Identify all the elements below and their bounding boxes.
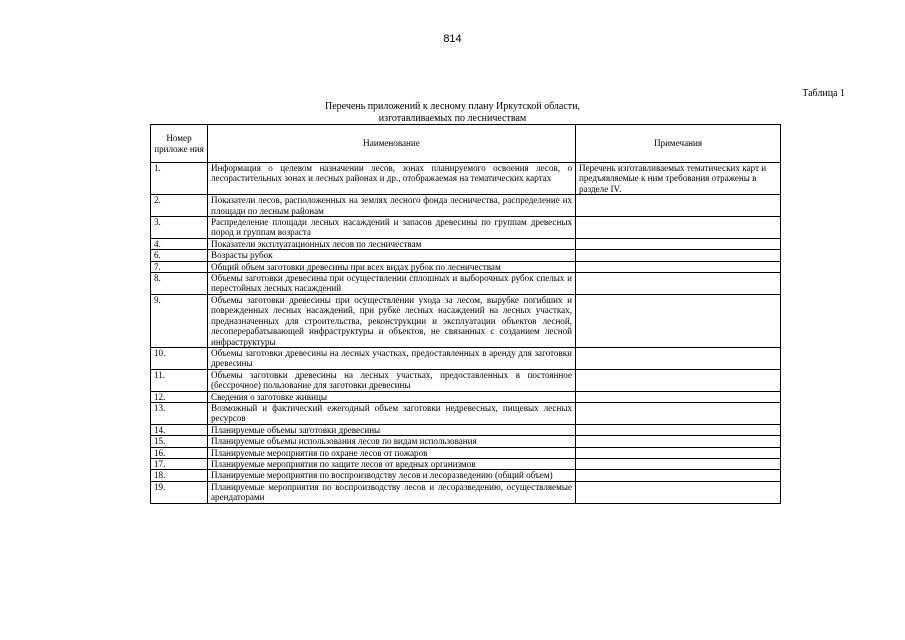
table-row	[151, 402, 781, 424]
cell-number: 16.	[151, 447, 208, 458]
cell-number: 13.	[151, 402, 208, 424]
cell-number: 11.	[151, 369, 208, 391]
table-label: Таблица 1	[802, 88, 845, 99]
cell-note	[576, 424, 781, 435]
column-header-name: Наименование	[208, 125, 576, 163]
cell-name: Планируемые мероприятия по охране лесов от пожаров	[208, 447, 576, 458]
cell-number: 12.	[151, 391, 208, 402]
table-row	[151, 250, 781, 261]
table-row	[151, 238, 781, 249]
cell-note	[576, 250, 781, 261]
cell-number: 14.	[151, 424, 208, 435]
cell-note	[576, 347, 781, 369]
table-row	[151, 273, 781, 295]
cell-name: Возможный и фактический ежегодный объем заготовки недревесных, пищевых лесных ресурсов	[208, 402, 576, 424]
table-row	[151, 470, 781, 481]
cell-note	[576, 470, 781, 481]
document-title	[0, 101, 905, 125]
table-row	[151, 195, 781, 217]
document-title-line-1: Перечень приложений к лесному плану Иркутской области,	[324, 101, 581, 112]
cell-name: Планируемые мероприятия по воспроизводству лесов и лесоразведению, осуществляемые арендаторами	[208, 481, 576, 503]
cell-name: Планируемые мероприятия по воспроизводству лесов и лесоразведению (общий объем)	[208, 470, 576, 481]
table-row	[151, 217, 781, 239]
cell-name: Показатели лесов, расположенных на землях лесного фонда лесничества, распределение их площади по лесным районам	[208, 195, 576, 217]
cell-note	[576, 458, 781, 469]
cell-number: 1.	[151, 163, 208, 195]
cell-note	[576, 217, 781, 239]
cell-note	[576, 261, 781, 272]
cell-name: Объемы заготовки древесины на лесных участках, предоставленных в аренду для заготовки древесины	[208, 347, 576, 369]
cell-number: 7.	[151, 261, 208, 272]
cell-note	[576, 273, 781, 295]
column-header-number: Номер приложе ния	[151, 125, 208, 163]
cell-name: Информация о целевом назначении лесов, зонах планируемого освоения лесов, о лесорастительных зонах и лесных районах и др., отображаемая на тематических картах	[208, 163, 576, 195]
cell-note	[576, 447, 781, 458]
cell-name: Общий объем заготовки древесины при всех видах рубок по лесничествам	[208, 261, 576, 272]
table-header-row	[151, 125, 781, 163]
cell-number: 4.	[151, 238, 208, 249]
cell-note	[576, 402, 781, 424]
table-row	[151, 261, 781, 272]
column-header-notes: Примечания	[576, 125, 781, 163]
cell-name: Планируемые объемы использования лесов по видам использования	[208, 436, 576, 447]
table-row	[151, 369, 781, 391]
cell-note	[576, 195, 781, 217]
cell-name: Показатели эксплуатационных лесов по лесничествам	[208, 238, 576, 249]
table-row	[151, 458, 781, 469]
cell-note	[576, 481, 781, 503]
cell-number: 15.	[151, 436, 208, 447]
cell-number: 9.	[151, 294, 208, 347]
cell-number: 19.	[151, 481, 208, 503]
page-number: 814	[443, 33, 462, 45]
document-title-line-2: изготавливаемых по лесничествам	[378, 113, 527, 124]
appendix-table	[150, 124, 781, 504]
cell-name: Объемы заготовки древесины на лесных участках, предоставленных в постоянное (бессрочное) пользование для заготовки древесины	[208, 369, 576, 391]
cell-note	[576, 391, 781, 402]
table-row	[151, 163, 781, 195]
cell-number: 17.	[151, 458, 208, 469]
cell-name: Возрасты рубок	[208, 250, 576, 261]
cell-note	[576, 294, 781, 347]
table-row	[151, 391, 781, 402]
table-row	[151, 447, 781, 458]
cell-number: 10.	[151, 347, 208, 369]
table-row	[151, 424, 781, 435]
cell-name: Планируемые объемы заготовки древесины	[208, 424, 576, 435]
cell-number: 6.	[151, 250, 208, 261]
cell-number: 2.	[151, 195, 208, 217]
cell-note: Перечень изготавливаемых тематических карт и предъявляемые к ним требования отражены в разделе IV.	[576, 163, 781, 195]
cell-note	[576, 369, 781, 391]
cell-number: 8.	[151, 273, 208, 295]
cell-number: 3.	[151, 217, 208, 239]
cell-name: Распределение площади лесных насаждений и запасов древесины по группам древесных пород и группам возраста	[208, 217, 576, 239]
cell-number: 18.	[151, 470, 208, 481]
cell-name: Объемы заготовки древесины при осуществлении сплошных и выборочных рубок спелых и перестойных лесных насаждений	[208, 273, 576, 295]
cell-name: Планируемые мероприятия по защите лесов от вредных организмов	[208, 458, 576, 469]
table-row	[151, 294, 781, 347]
cell-note	[576, 436, 781, 447]
table-row	[151, 436, 781, 447]
table-row	[151, 481, 781, 503]
cell-note	[576, 238, 781, 249]
table-row	[151, 347, 781, 369]
cell-name: Объемы заготовки древесины при осуществлении ухода за лесом, вырубке погибших и поврежденных лесных насаждений, при рубке лесных насаждений на лесных участках, предназначенных для строительства, реконструкции и эксплуатации объектов лесной, лесоперерабатывающей инфраструктуры и объектов, не связанных с созданием лесной инфраструктуры	[208, 294, 576, 347]
cell-name: Сведения о заготовке живицы	[208, 391, 576, 402]
